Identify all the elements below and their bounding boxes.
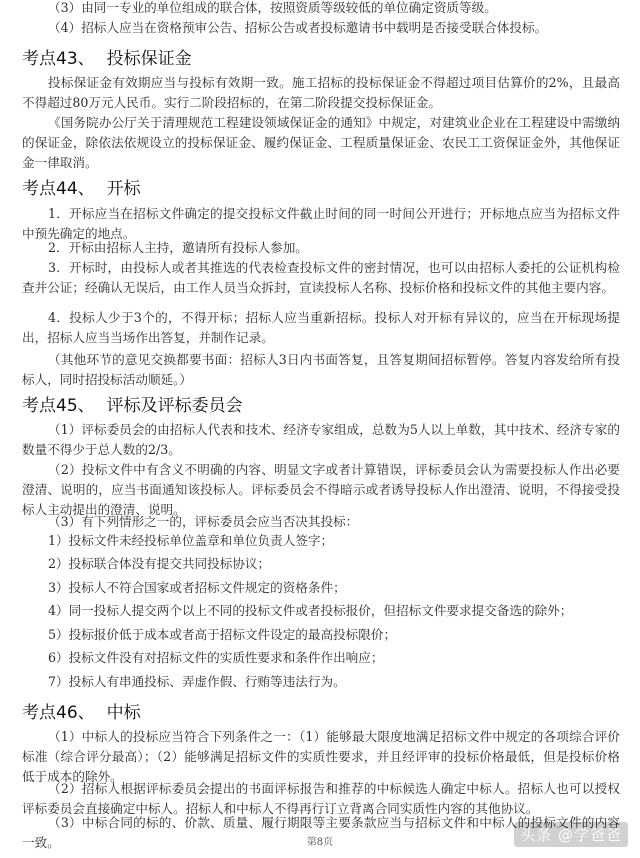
s46-paragraph-1: （1）中标人的投标应当符合下列条件之一：（1）能够最大限度地满足招标文件中规定的各项综合评价标准（综合评分最高）；（2）能够满足招标文件的实质性要求，并且经评审的投标价格最低，但是投标价格低于成本的除外。: [22, 729, 620, 784]
s45-list-item: 5）投标报价低于成本或者高于招标文件设定的最高投标限价；: [48, 627, 397, 642]
s45-paragraph-1: （1）评标委员会的由招标人代表和技术、经济专家组成，总数为5人以上单数，其中技术、经济专家的数量不得少于总人数的2/3。: [22, 422, 620, 457]
s45-list-item: 2）投标联合体没有提交共同投标协议；: [48, 556, 271, 571]
top-line-1: （3）由同一专业的单位组成的联合体，按照资质等级较低的单位确定资质等级。: [48, 0, 497, 15]
section-43-heading: [22, 44, 192, 69]
s45-list-item: 6）投标文件没有对招标文件的实质性要求和条件作出响应；: [48, 650, 384, 665]
s44-paragraph-2: 2．开标由招标人主持，邀请所有投标人参加。: [48, 240, 308, 255]
page-number: 第8页: [306, 837, 334, 848]
s45-paragraph-2: （2）投标文件中有含义不明确的内容、明显文字或者计算错误，评标委员会认为需要投标人作出必要澄清、说明的，应当书面通知该投标人。评标委员会不得暗示或者诱导投标人作出澄清、说明，不得接受投标人主动提出的澄清、说明。: [22, 462, 620, 517]
section-44-heading: [22, 174, 141, 199]
s46-paragraph-2: （2）招标人根据评标委员会提出的书面评标报告和推荐的中标候选人确定中标人。招标人也可以授权评标委员会直接确定中标人。招标人和中标人不得再行订立背离合同实质性内容的其他协议。: [22, 781, 620, 816]
section-46-number: 考点46、: [22, 703, 95, 723]
section-44-number: 考点44、: [22, 179, 95, 199]
s45-list-item: 3）投标人不符合国家或者招标文件规定的资格条件；: [48, 580, 346, 595]
s44-paragraph-3: 3．开标时，由投标人或者其推选的代表检查投标文件的密封情况，也可以由招标人委托的公证机构检查并公证；经确认无误后，由工作人员当众拆封，宣读投标人名称、投标价格和投标文件的其他主要内容。: [22, 260, 620, 295]
s44-paragraph-4: 4．投标人少于3个的，不得开标；招标人应当重新招标。投标人对开标有异议的，应当在开标现场提出，招标人应当当场作出答复，并制作记录。: [22, 310, 620, 345]
s43-paragraph-2: 《国务院办公厅关于清理规范工程建设领域保证金的通知》中规定，对建筑业企业在工程建设中需缴纳的保证金，除依法依规设立的投标保证金、履约保证金、工程质量保证金、农民工工资保证金外，其他保证金一律取消。: [22, 115, 620, 170]
section-45-heading: [22, 391, 243, 416]
s44-paragraph-5: （其他环节的意见交换都要书面：招标人3日内书面答复，且答复期间招标暂停。答复内容发给所有投标人，同时招投标活动顺延。）: [22, 352, 620, 387]
s44-paragraph-1: 1．开标应当在招标文件确定的提交投标文件截止时间的同一时间公开进行；开标地点应当为招标文件中预先确定的地点。: [22, 206, 620, 241]
top-line-2: （4）招标人应当在资格预审公告、招标公告或者投标邀请书中载明是否接受联合体投标。: [48, 20, 548, 35]
section-44-title: 开标: [106, 179, 141, 199]
s45-list-item: 7）投标人有串通投标、弄虚作假、行贿等违法行为。: [48, 674, 346, 689]
s45-paragraph-3: （3）有下列情形之一的，评标委员会应当否决其投标：: [48, 514, 359, 529]
section-45-title: 评标及评标委员会: [106, 396, 243, 416]
section-43-title: 投标保证金: [106, 49, 192, 69]
s43-paragraph-1: 投标保证金有效期应当与投标有效期一致。施工招标的投标保证金不得超过项目估算价的2%，且最高不得超过80万元人民币。实行二阶段招标的，在第二阶段提交投标保证金。: [22, 75, 620, 110]
watermark: 头条 @学爸爸: [514, 822, 628, 847]
section-46-title: 中标: [106, 703, 141, 723]
section-45-number: 考点45、: [22, 396, 95, 416]
s45-list-item: 1）投标文件未经投标单位盖章和单位负责人签字；: [48, 533, 334, 548]
section-46-heading: [22, 698, 141, 723]
s46-paragraph-3: （3）中标合同的标的、价款、质量、履行期限等主要条款应当与招标文件和中标人的投标文件的内容一致。: [22, 815, 620, 850]
s45-list-item: 4）同一投标人提交两个以上不同的投标文件或者投标报价，但招标文件要求提交备选的除外；: [48, 603, 573, 618]
section-43-number: 考点43、: [22, 49, 95, 69]
